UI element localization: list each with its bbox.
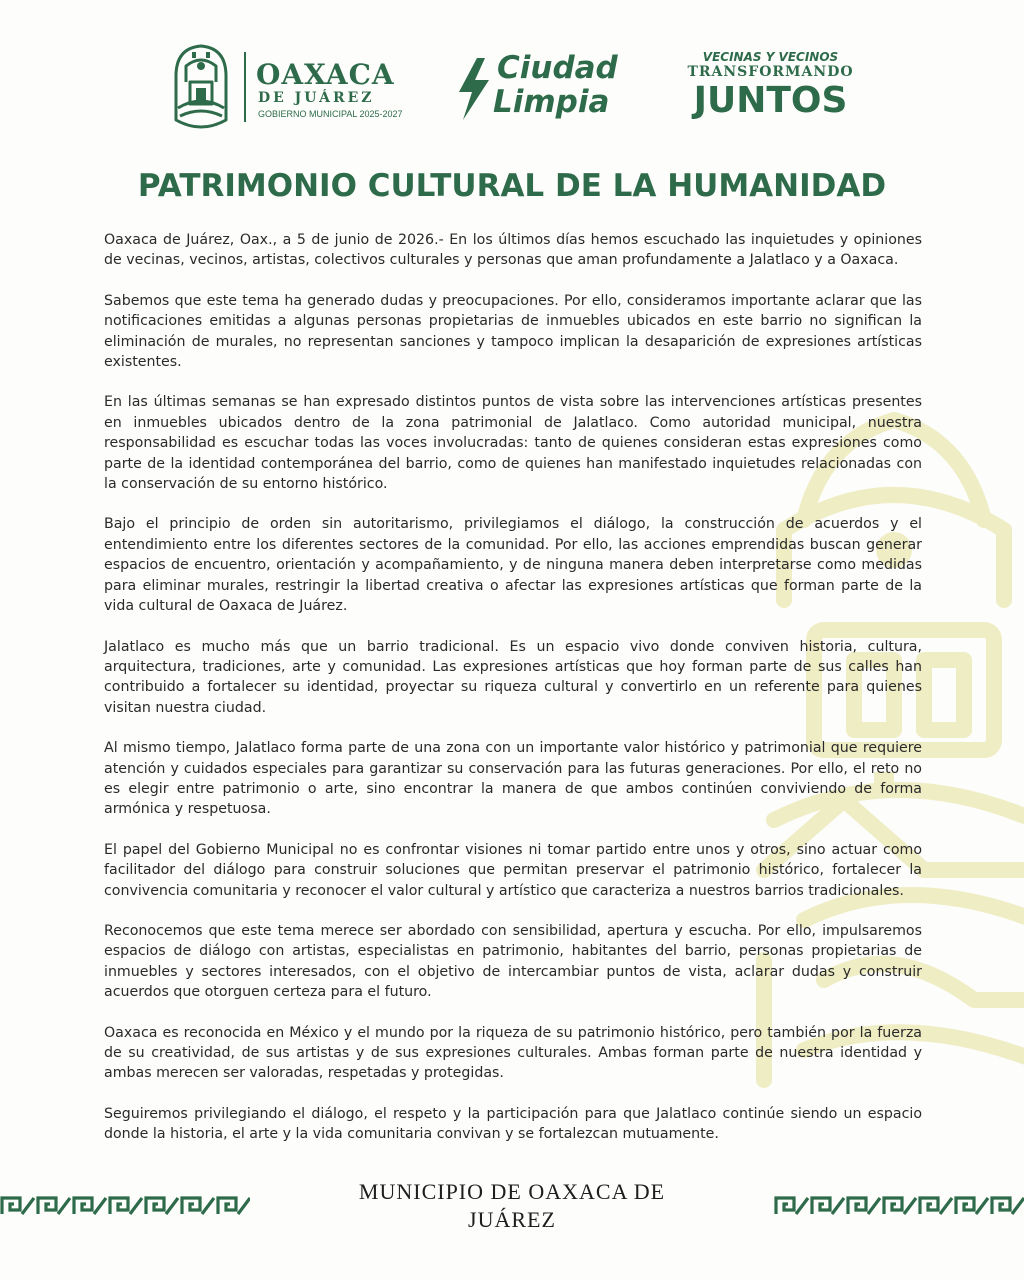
page-title: PATRIMONIO CULTURAL DE LA HUMANIDAD	[137, 168, 887, 204]
paragraph: Reconocemos que este tema merece ser abordado con sensibilidad, apertura y escucha. Por ello, impulsaremos espacios de diálogo con artistas, especialistas en patrimonio, habitantes del barrio, personas propietarias de inmuebles y sectores interesados, con el objetivo de intercambiar puntos de vista, aclarar dudas y construir acuerdos que otorguen certeza para el futuro.	[104, 922, 922, 1001]
paragraph: Al mismo tiempo, Jalatlaco forma parte de una zona con un importante valor histórico y patrimonial que requiere atención y cuidados especiales para garantizar su conservación para las futuras generaciones. Por ello, el reto no es elegir entre patrimonio o arte, sino encontrar la manera de que ambos continúen conviviendo de forma armónica y respetuosa.	[104, 740, 922, 818]
ciudad-limpia-line2: Limpia	[493, 84, 610, 120]
paragraph: El papel del Gobierno Municipal no es confrontar visiones ni tomar partido entre unos y otros, sino actuar como facilitador del diálogo para construir soluciones que permitan preservar el patrimonio histórico, fortalecer la convivencia comunitaria y reconocer el valor cultural y artístico que caracteriza a nuestros barrios tradicionales.	[104, 841, 922, 899]
paragraph: Sabemos que este tema ha generado dudas y preocupaciones. Por ello, consideramos importante aclarar que las notificaciones emitidas a algunas personas propietarias de inmuebles ubicados en este barrio no significan la eliminación de murales, no representan sanciones y tampoco implican la desaparición de expresiones artísticas existentes.	[104, 292, 922, 371]
vecinas-vecinos-juntos-logo	[683, 50, 858, 130]
juntos-tagline: VECINAS Y VECINOS	[702, 50, 839, 64]
juntos-subtitle: TRANSFORMANDO	[687, 64, 854, 80]
paragraph: Oaxaca es reconocida en México y el mundo por la riqueza de su patrimonio histórico, pero también por la fuerza de su creatividad, de sus artistas y de sus expresiones culturales. Ambas forman parte de nuestra identidad y ambas merecen ser valoradas, respetadas y protegidas.	[104, 1024, 922, 1082]
greca-ornament-icon	[774, 1192, 1024, 1220]
ciudad-limpia-logo	[455, 50, 635, 130]
lightning-bolt-icon	[455, 58, 493, 120]
juntos-title: JUNTOS	[693, 80, 848, 121]
oaxaca-de-juarez-logo	[168, 42, 408, 134]
header	[0, 40, 1024, 140]
paragraph: En las últimas semanas se han expresado distintos puntos de vista sobre las intervenciones artísticas presentes en inmuebles ubicados dentro de la zona patrimonial de Jalatlaco. Como autoridad municipal, nuestra responsabilidad es escuchar todas las voces involucradas: tanto de quienes consideran estas expresiones como parte de la identidad contemporánea del barrio, como de quienes han manifestado inquietudes relacionadas con la conservación de su entorno histórico.	[104, 394, 922, 493]
logo-oaxaca-subtitle: DE JUÁREZ	[258, 90, 375, 106]
document-body	[104, 230, 922, 1165]
ciudad-limpia-line1: Ciudad	[497, 50, 618, 86]
greca-ornament-icon	[0, 1192, 250, 1220]
logo-oaxaca-title: OAXACA	[256, 58, 395, 91]
paragraph: Seguiremos privilegiando el diálogo, el respeto y la participación para que Jalatlaco continúe siendo un espacio donde la historia, el arte y la vida comunitaria convivan y se fortalezcan mutuamente.	[104, 1105, 922, 1143]
logo-oaxaca-government: GOBIERNO MUNICIPAL 2025-2027	[258, 109, 403, 119]
footer-municipality	[312, 1178, 712, 1234]
paragraph: Jalatlaco es mucho más que un barrio tradicional. Es un espacio vivo donde conviven historia, cultura, arquitectura, tradiciones, arte y comunidad. Las expresiones artísticas que hoy forman parte de sus calles han contribuido a fortalecer su identidad, proyectar su riqueza cultural y convertirlo en un referente para quienes visitan nuestra ciudad.	[104, 638, 922, 716]
logo-divider	[244, 52, 246, 122]
footer-line2: JUÁREZ	[468, 1207, 556, 1232]
paragraph: Oaxaca de Juárez, Oax., a 5 de junio de 2026.- En los últimos días hemos escuchado las inquietudes y opiniones de vecinas, vecinos, artistas, colectivos culturales y personas que aman profundamente a Jalatlaco y a Oaxaca.	[104, 232, 922, 269]
footer-line1: MUNICIPIO DE OAXACA DE	[358, 1179, 666, 1204]
oaxaca-emblem-icon	[168, 42, 234, 134]
paragraph: Bajo el principio de orden sin autoritarismo, privilegiamos el diálogo, la construcción de acuerdos y el entendimiento entre los diferentes sectores de la comunidad. Por ello, las acciones emprendidas buscan generar espacios de encuentro, orientación y acompañamiento, y de ninguna manera deben interpretarse como medidas para eliminar murales, restringir la libertad creativa o afectar las expresiones artísticas que forman parte de la vida cultural de Oaxaca de Juárez.	[104, 516, 922, 615]
